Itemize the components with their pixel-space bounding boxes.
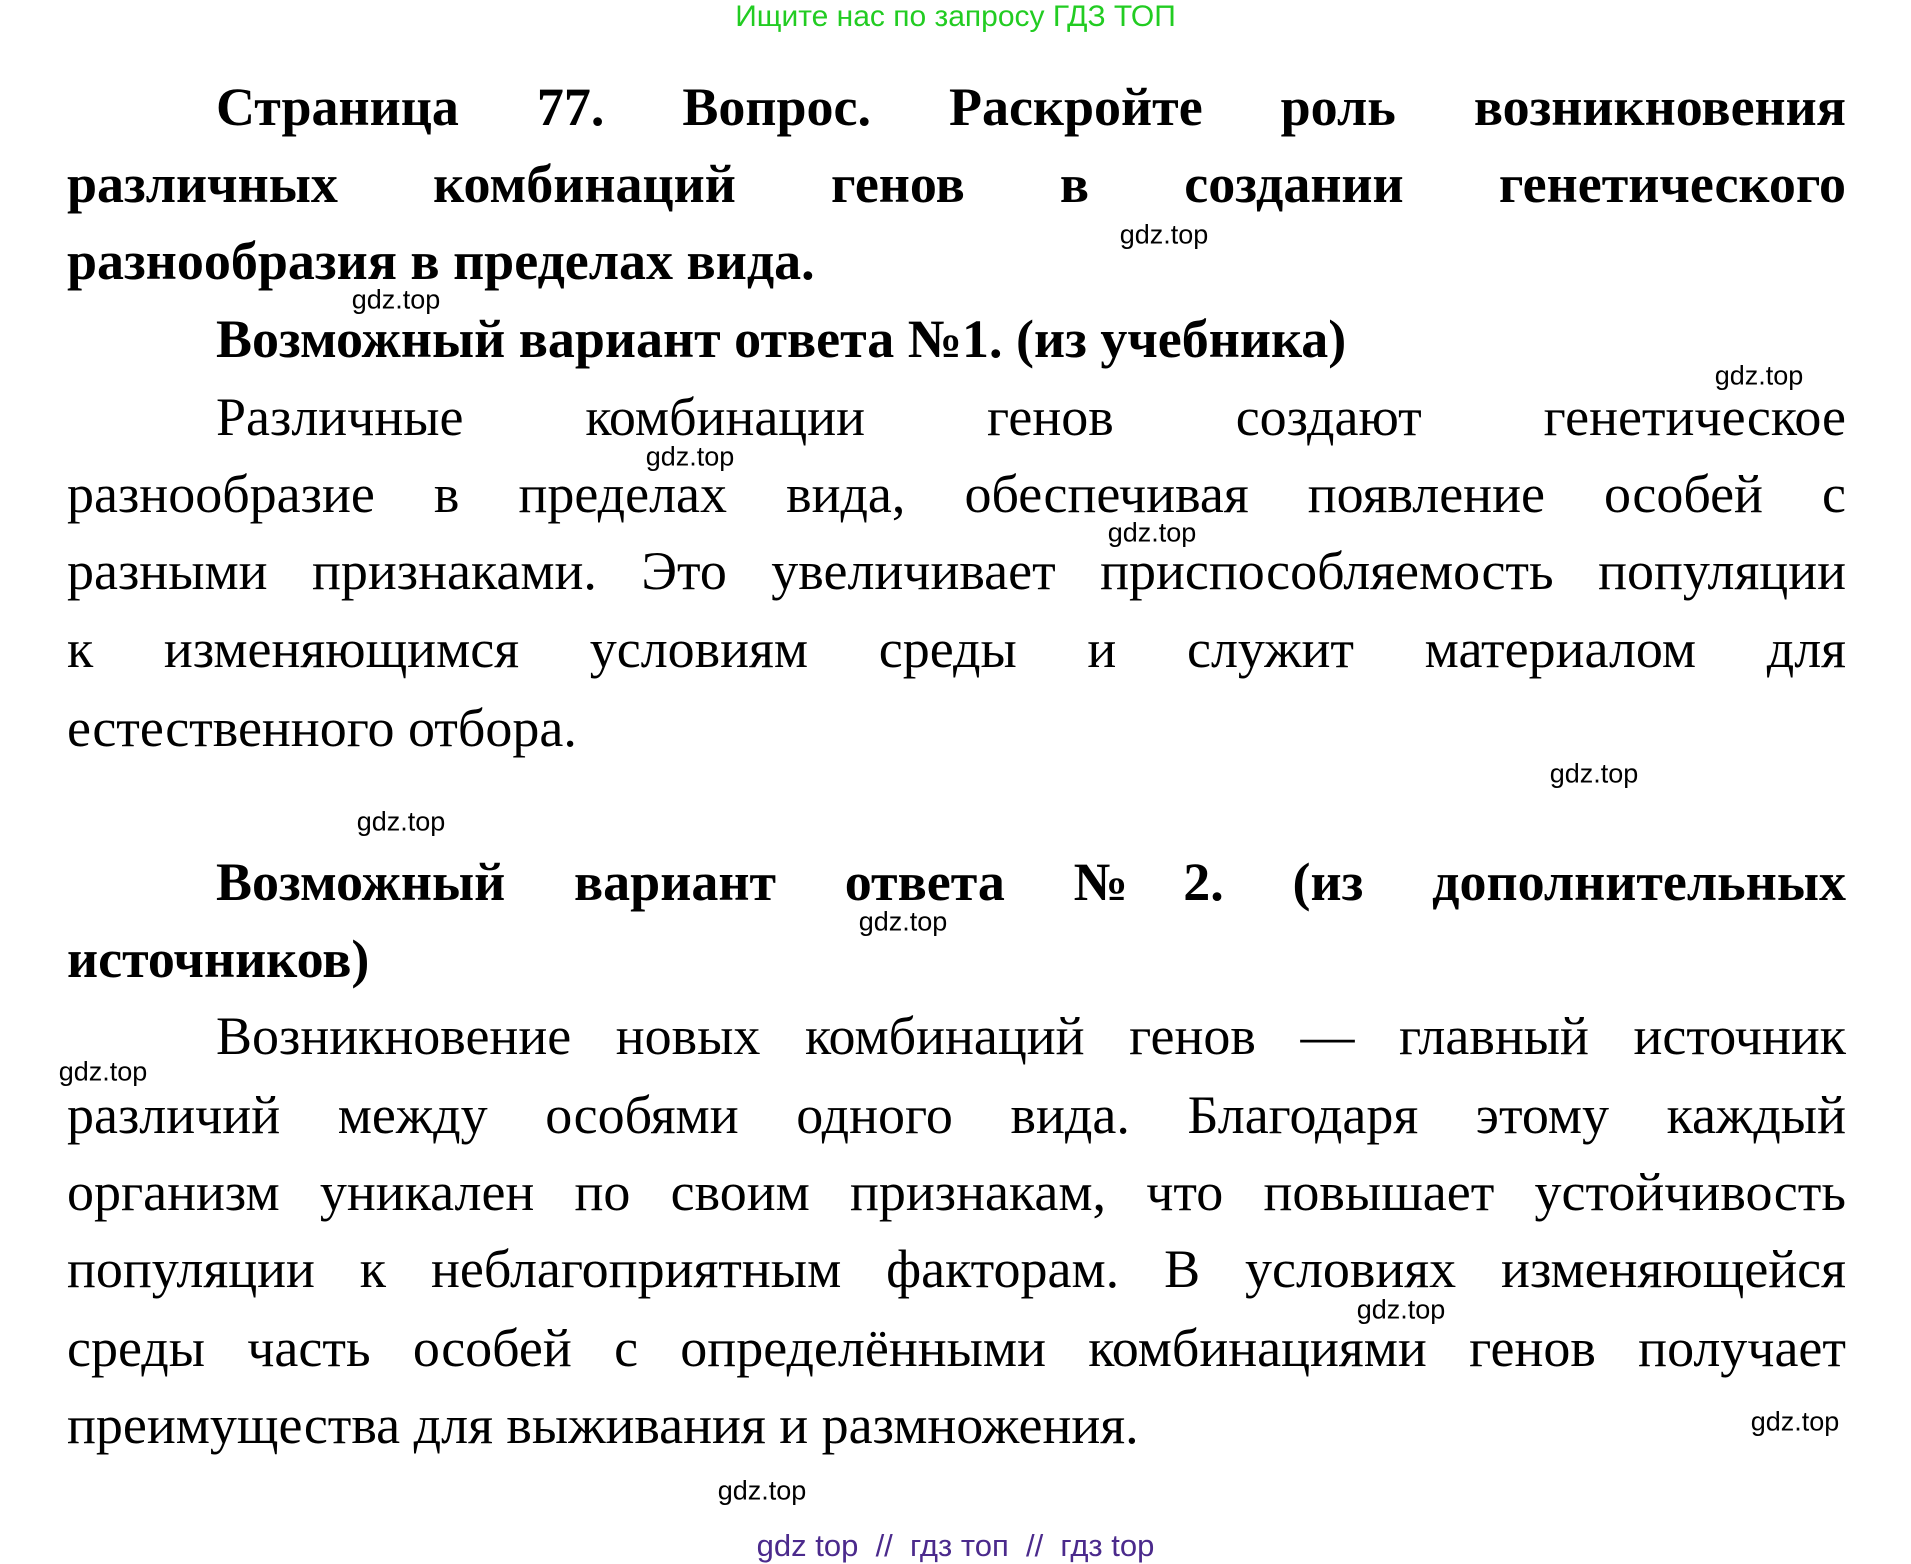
watermark: gdz.top <box>1750 1406 1840 1437</box>
watermark: gdz.top <box>858 906 948 937</box>
footer-link[interactable]: gdz top // гдз топ // гдз top <box>756 1528 1155 1563</box>
answer1-heading: Возможный вариант ответа №1. (из учебника) <box>216 309 1347 369</box>
watermark: gdz.top <box>351 284 441 315</box>
header-search-link[interactable]: Ищите нас по запросу ГДЗ ТОП <box>735 0 1176 33</box>
watermark: gdz.top <box>1119 219 1209 250</box>
watermark: gdz.top <box>1549 758 1639 789</box>
question-line: различных комбинаций генов в создании генетического <box>67 154 1846 214</box>
answer2-heading: источников) <box>67 929 370 989</box>
answer2-line: популяции к неблагоприятным факторам. В условиях изменяющейся <box>67 1239 1846 1299</box>
question-line: Страница 77. Вопрос. Раскройте роль возникновения <box>216 77 1846 137</box>
watermark: gdz.top <box>58 1056 148 1087</box>
watermark: gdz.top <box>645 441 735 472</box>
answer1-line: разными признаками. Это увеличивает приспособляемость популяции <box>67 541 1846 601</box>
answer2-line: Возникновение новых комбинаций генов — главный источник <box>216 1006 1846 1066</box>
answer1-line: к изменяющимся условиям среды и служит материалом для <box>67 619 1846 679</box>
answer2-heading: Возможный вариант ответа №2. (из дополнительных <box>216 852 1846 912</box>
watermark: gdz.top <box>1356 1294 1446 1325</box>
answer1-line: разнообразие в пределах вида, обеспечивая появление особей с <box>67 464 1846 524</box>
watermark: gdz.top <box>717 1475 807 1506</box>
answer1-line: естественного отбора. <box>67 698 577 758</box>
answer2-line: различий между особями одного вида. Благодаря этому каждый <box>67 1085 1846 1145</box>
answer2-line: преимущества для выживания и размножения. <box>67 1395 1139 1455</box>
watermark: gdz.top <box>356 806 446 837</box>
answer2-line: среды часть особей с определёнными комбинациями генов получает <box>67 1318 1846 1378</box>
watermark: gdz.top <box>1714 360 1804 391</box>
watermark: gdz.top <box>1107 517 1197 548</box>
question-line: разнообразия в пределах вида. <box>67 231 815 291</box>
answer1-line: Различные комбинации генов создают генетическое <box>216 387 1846 447</box>
answer2-line: организм уникален по своим признакам, что повышает устойчивость <box>67 1162 1846 1222</box>
